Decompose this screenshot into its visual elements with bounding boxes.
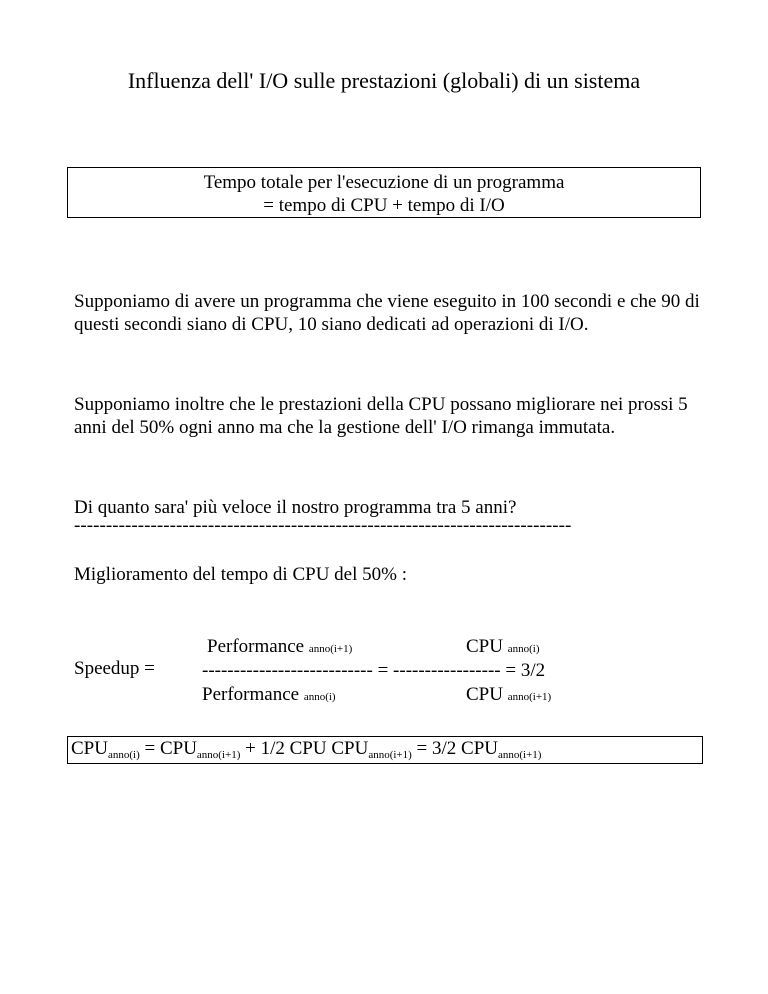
- performance-next-text: Performance: [207, 636, 305, 657]
- speedup-numerator-right: [466, 636, 539, 658]
- speedup-denominator-right: [466, 684, 551, 706]
- equation-sub-3: anno(i+1): [368, 749, 412, 761]
- paragraph-1: Supponiamo di avere un programma che viene eseguito in 100 secondi e che 90 di questi secondi siano di CPU, 10 siano dedicati ad operazioni di I/O.: [74, 291, 700, 335]
- equation-box: [67, 736, 703, 764]
- paragraph-2: Supponiamo inoltre che le prestazioni della CPU possano migliorare nei prossi 5 anni del 50% ogni anno ma che la gestione dell' I/O rimanga immutata.: [74, 394, 688, 438]
- question: Di quanto sara' più veloce il nostro programma tra 5 anni?: [74, 497, 517, 518]
- speedup-fraction-line: --------------------------- = ----------------- = 3/2: [202, 660, 546, 681]
- improvement-text: Miglioramento del tempo di CPU del 50% :: [74, 564, 407, 585]
- performance-current-sub: anno(i): [303, 691, 336, 703]
- equation-sub-2: anno(i+1): [196, 749, 241, 761]
- definition-line-1: Tempo totale per l'esecuzione di un programma: [203, 172, 565, 193]
- cpu-next-sub: anno(i+1): [507, 691, 552, 703]
- equation-term-4: = 3/2 CPU: [411, 738, 498, 759]
- equation-term-2: = CPU: [139, 738, 197, 759]
- performance-current-text: Performance: [202, 684, 300, 705]
- speedup-numerator-left: [207, 636, 352, 658]
- cpu-current-text: CPU: [466, 636, 503, 657]
- equation-term-3: + 1/2 CPU CPU: [240, 738, 369, 759]
- speedup-label: Speedup =: [74, 658, 155, 679]
- cpu-current-sub: anno(i): [507, 643, 540, 655]
- performance-next-sub: anno(i+1): [308, 643, 353, 655]
- equation-sub-1: anno(i): [107, 749, 140, 761]
- definition-line-2: = tempo di CPU + tempo di I/O: [263, 195, 505, 216]
- speedup-denominator-left: [202, 684, 336, 706]
- definition-box: [67, 167, 701, 218]
- equation-term-1: CPU: [71, 738, 108, 759]
- separator-line: ------------------------------------------------------------------------------: [74, 515, 572, 536]
- equation-sub-4: anno(i+1): [498, 749, 542, 761]
- cpu-next-text: CPU: [466, 684, 503, 705]
- page-title: Influenza dell' I/O sulle prestazioni (globali) di un sistema: [127, 68, 641, 93]
